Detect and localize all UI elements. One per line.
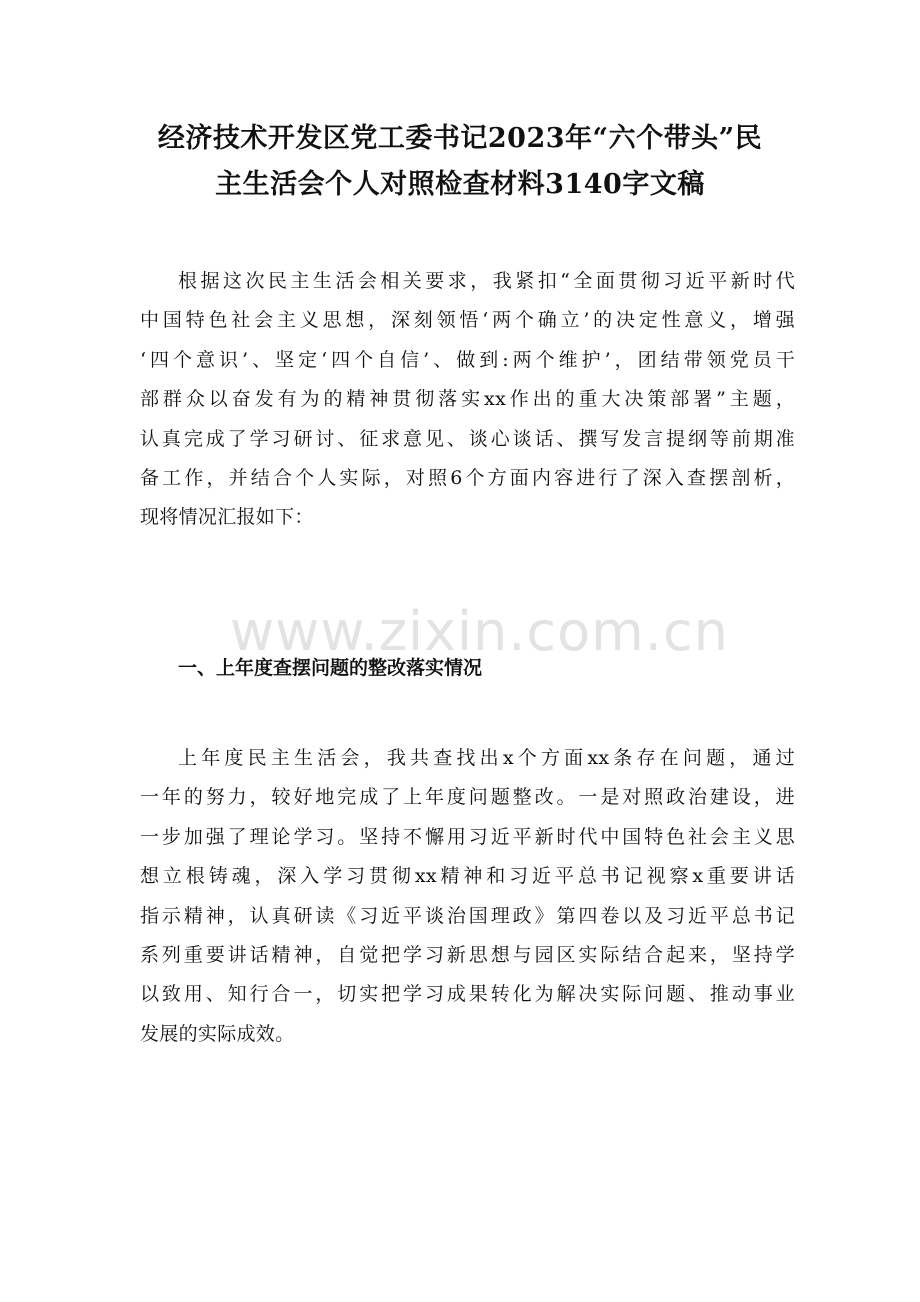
document-title-line-2: 主生活会个人对照检查材料3140字文稿 [215,169,705,200]
paragraph-line: 发展的实际成效。 [140,1022,295,1045]
paragraph-line: 现将情况汇报如下： [140,506,314,529]
section-heading: 一、上年度查摆问题的整改落实情况 [178,657,483,679]
paragraph-line: ‘四个意识’、坚定‘四个自信’、做到:两个维护’，团结带领党员干 [140,348,795,371]
paragraph-line: 中国特色社会主义思想，深刻领悟‘两个确立’的决定性意义，增强 [140,309,795,332]
document-title-line-1: 经济技术开发区党工委书记2023年“六个带头”民 [157,123,763,154]
paragraph-line: 认真完成了学习研讨、征求意见、谈心谈话、撰写发言提纲等前期准 [140,427,795,450]
paragraph-line: 以致用、知行合一，切实把学习成果转化为解决实际问题、推动事业 [140,983,795,1006]
paragraph-line: 上年度民主生活会，我共查找出x个方面xx条存在问题，通过 [178,747,795,769]
paragraph-line: 指示精神，认真研读《习近平谈治国理政》第四卷以及习近平总书记 [140,904,795,927]
intro-paragraph [140,262,795,538]
paragraph-line: 部群众以奋发有为的精神贯彻落实xx作出的重大决策部署”主题， [140,388,795,411]
paragraph-line: 备工作，并结合个人实际，对照6个方面内容进行了深入查摆剖析， [140,467,795,490]
paragraph-line: 想立根铸魂，深入学习贯彻xx精神和习近平总书记视察x重要讲话 [140,865,795,888]
paragraph-line: 根据这次民主生活会相关要求，我紧扣“全面贯彻习近平新时代 [178,270,795,292]
paragraph-line: 一年的努力，较好地完成了上年度问题整改。一是对照政治建设，进 [140,786,795,809]
paragraph-line: 系列重要讲话精神，自觉把学习新思想与园区实际结合起来，坚持学 [140,944,795,967]
paragraph-line: 一步加强了理论学习。坚持不懈用习近平新时代中国特色社会主义思 [140,825,795,848]
section-paragraph [140,739,795,1054]
watermark: www.zixin.com.cn [230,600,729,663]
